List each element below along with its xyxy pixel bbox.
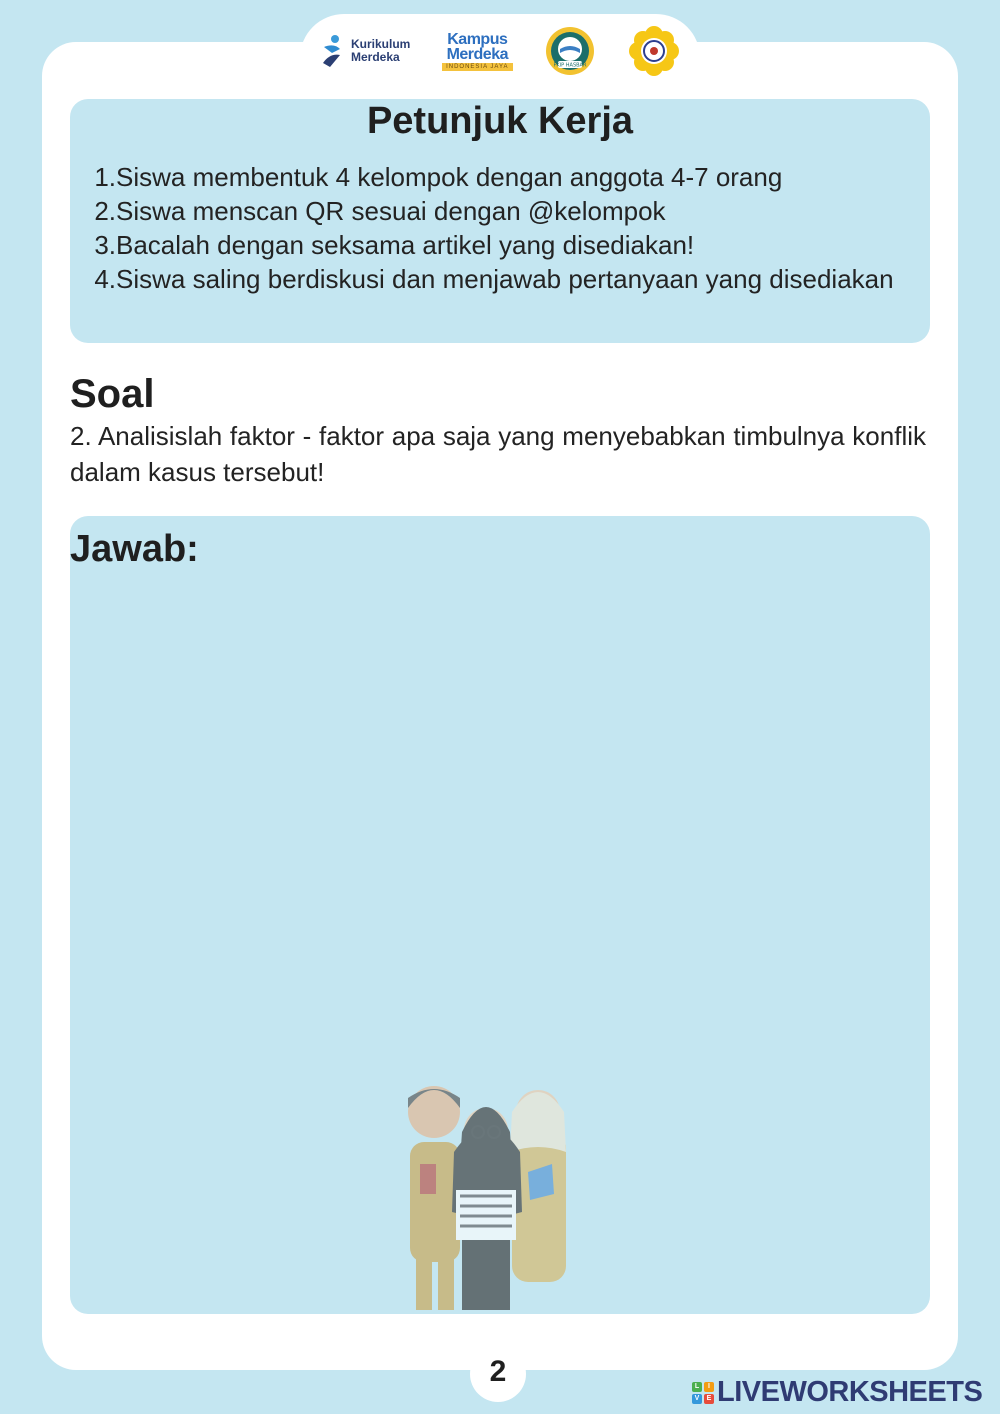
instruction-text: Bacalah dengan seksama artikel yang disediakan! [116, 230, 695, 260]
answer-heading: Jawab: [70, 528, 199, 570]
instruction-item [88, 194, 926, 228]
logo-row [320, 24, 680, 78]
liveworksheets-wordmark: LIVEWORKSHEETS [717, 1376, 983, 1408]
merdeka-label: Merdeka [351, 50, 400, 64]
logo-letter: E [704, 1394, 714, 1404]
indonesia-jaya-band: INDONESIA JAYA [442, 63, 512, 71]
instruction-number: 3. [94, 230, 116, 260]
instruction-number: 1. [94, 162, 116, 192]
instruction-item [88, 262, 926, 296]
logo-letter: I [704, 1382, 714, 1392]
question-heading: Soal [70, 372, 155, 416]
instruction-item [88, 160, 926, 194]
kampus-label: Kampus [447, 30, 508, 48]
instructions-title: Petunjuk Kerja [366, 100, 634, 142]
question-text: 2. Analisislah faktor - faktor apa saja yang menyebabkan timbulnya konflik dalam kasus tersebut! [70, 421, 926, 487]
kurikulum-merdeka-mark-icon [320, 33, 346, 69]
kurikulum-merdeka-logo [320, 33, 410, 69]
seal-text: FKIP HASBAR [553, 62, 587, 69]
instruction-text: Siswa menscan QR sesuai dengan @kelompok [116, 196, 666, 226]
logo-letter: L [692, 1382, 702, 1392]
instruction-text: Siswa membentuk 4 kelompok dengan anggota 4-7 orang [116, 162, 783, 192]
faculty-emblem-icon [628, 25, 680, 77]
instruction-number: 2. [94, 196, 116, 226]
kurikulum-label: Kurikulum [351, 37, 411, 51]
logo-letter: V [692, 1394, 702, 1404]
page-number: 2 [470, 1346, 526, 1402]
kampus-merdeka-label: Merdeka [446, 45, 508, 63]
liveworksheets-logo-icon [692, 1382, 714, 1404]
university-seal-icon [544, 25, 596, 77]
teachers-illustration-icon [382, 1072, 592, 1316]
instructions-list [88, 160, 926, 296]
kampus-merdeka-logo [442, 32, 512, 71]
instruction-number: 4. [94, 264, 116, 294]
instruction-item [88, 228, 926, 262]
liveworksheets-brand [692, 1376, 982, 1409]
instruction-text: Siswa saling berdiskusi dan menjawab pertanyaan yang disediakan [116, 264, 894, 294]
